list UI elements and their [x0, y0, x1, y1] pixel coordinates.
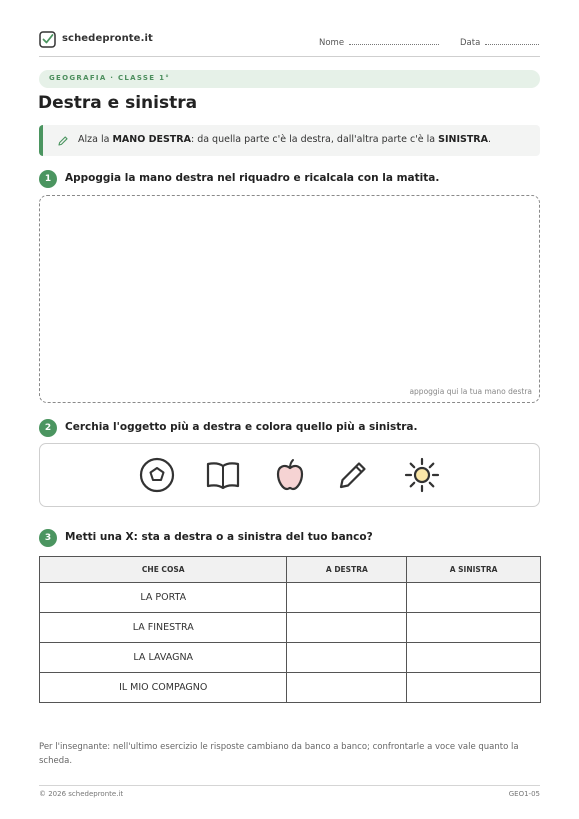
item-cell: LA LAVAGNA: [40, 643, 287, 673]
sinistra-cell[interactable]: [407, 583, 541, 613]
nome-label: Nome: [319, 38, 345, 48]
item-cell: LA PORTA: [40, 583, 287, 613]
callout-text: Alza la MANO DESTRA: da quella parte c'è la destra, dall'altra parte c'è la SINISTRA.: [78, 134, 492, 145]
column-header: A DESTRA: [287, 557, 407, 583]
header-divider: [39, 56, 540, 57]
apple-icon[interactable]: [272, 457, 308, 493]
subject-tag: [39, 70, 540, 88]
column-header: CHE COSA: [40, 557, 287, 583]
exercise-1-number: 1: [39, 170, 57, 188]
table-row: [40, 583, 541, 613]
column-header: A SINISTRA: [407, 557, 541, 583]
table-header-row: [40, 557, 541, 583]
nome-field[interactable]: [319, 36, 439, 48]
sinistra-cell[interactable]: [407, 673, 541, 703]
answer-table: [39, 556, 541, 703]
exercise-1-title: Appoggia la mano destra nel riquadro e ricalcala con la matita.: [65, 172, 440, 184]
brand-name: schedepronte.it: [62, 33, 153, 44]
subject-tag-label: GEOGRAFIA · CLASSE 1°: [49, 74, 171, 82]
trace-hint: appoggia qui la tua mano destra: [409, 387, 532, 396]
ball-icon[interactable]: [139, 457, 175, 493]
pencil-icon: [57, 135, 69, 147]
page-title: Destra e sinistra: [38, 93, 198, 113]
sinistra-cell[interactable]: [407, 613, 541, 643]
table-row: [40, 613, 541, 643]
destra-cell[interactable]: [287, 583, 407, 613]
item-cell: LA FINESTRA: [40, 613, 287, 643]
objects-row: [39, 443, 540, 507]
book-icon[interactable]: [205, 457, 241, 493]
table-row: [40, 673, 541, 703]
data-line[interactable]: [485, 36, 539, 45]
instruction-callout: [39, 125, 540, 156]
nome-line[interactable]: [349, 36, 439, 45]
destra-cell[interactable]: [287, 673, 407, 703]
footer-copyright: © 2026 schedepronte.it: [39, 790, 124, 798]
item-cell: IL MIO COMPAGNO: [40, 673, 287, 703]
exercise-2-title: Cerchia l'oggetto più a destra e colora quello più a sinistra.: [65, 421, 418, 433]
table-row: [40, 643, 541, 673]
data-label: Data: [460, 38, 481, 48]
exercise-3-number: 3: [39, 529, 57, 547]
sun-icon[interactable]: [404, 457, 440, 493]
exercise-3-title: Metti una X: sta a destra o a sinistra del tuo banco?: [65, 531, 373, 543]
destra-cell[interactable]: [287, 643, 407, 673]
checkbox-logo-icon: [39, 31, 56, 48]
teacher-note: Per l'insegnante: nell'ultimo esercizio le risposte cambiano da banco a banco; confrontarle a voce vale quanto la scheda.: [39, 742, 519, 766]
hand-trace-area[interactable]: [39, 195, 540, 403]
sinistra-cell[interactable]: [407, 643, 541, 673]
footer-code: GEO1-05: [508, 790, 540, 798]
footer-divider: [39, 785, 540, 786]
pencil-icon[interactable]: [335, 457, 371, 493]
destra-cell[interactable]: [287, 613, 407, 643]
data-field[interactable]: [460, 36, 539, 48]
exercise-2-number: 2: [39, 419, 57, 437]
